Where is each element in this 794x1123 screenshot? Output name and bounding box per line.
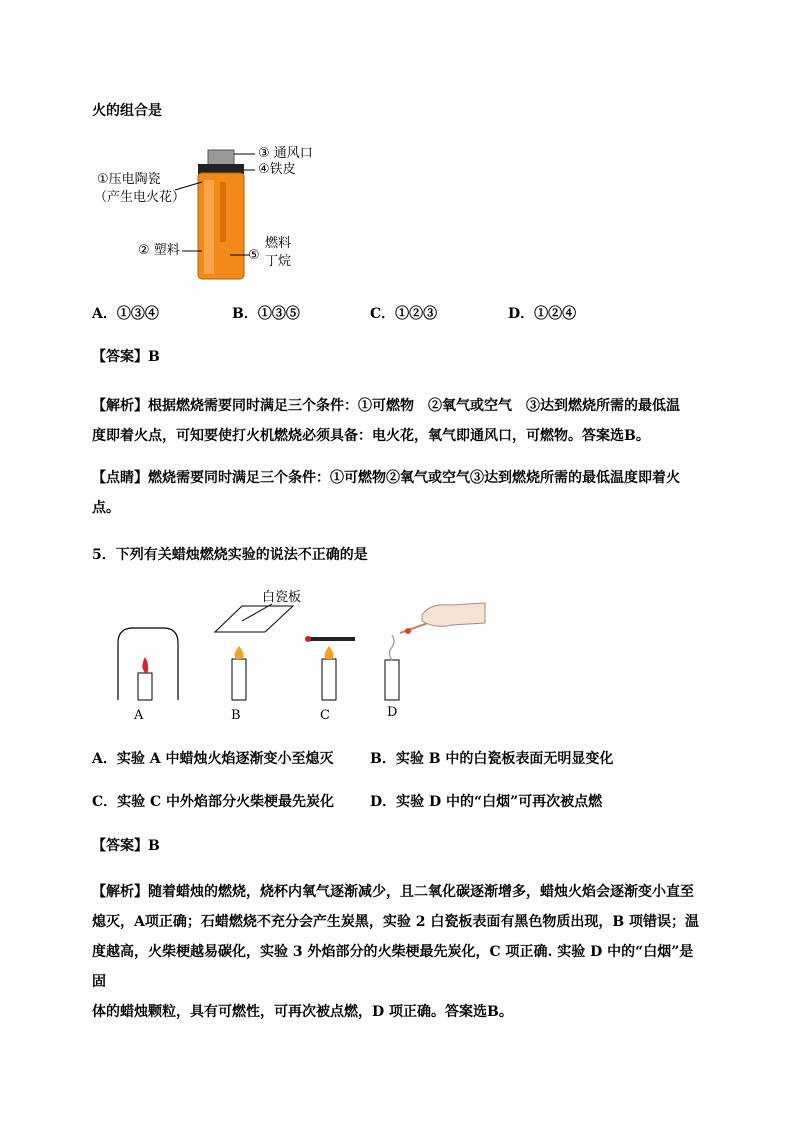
candle-b <box>232 659 246 700</box>
label-fuel-1: 燃料 <box>265 236 292 251</box>
match-d <box>400 623 428 633</box>
candle-d <box>385 660 399 700</box>
q4-option-b: B．①③⑤ <box>232 306 300 322</box>
label-fuel-2: 丁烷 <box>265 254 292 269</box>
q4-key-point: 【点睛】燃烧需要同时满足三个条件：①可燃物②氧气或空气③达到燃烧所需的最低温度即着火 点。 <box>92 470 680 516</box>
label-white-plate: 白瓷板 <box>262 590 302 605</box>
flame-b <box>235 646 244 659</box>
label-exp-b: B <box>231 708 241 723</box>
label-exp-d: D <box>387 705 398 720</box>
white-plate-b <box>215 606 293 632</box>
match-head-c <box>305 636 311 642</box>
label-iron: ④铁皮 <box>258 162 296 177</box>
label-vent: ③ 通风口 <box>258 146 313 161</box>
label-exp-c: C <box>320 708 330 723</box>
candle-experiments-figure <box>100 585 500 725</box>
flame-c <box>325 646 334 659</box>
label-exp-a: A <box>134 708 144 723</box>
flame-a <box>142 657 148 674</box>
label-plastic: ② 塑料 <box>138 243 180 258</box>
q4-analysis: 【解析】根据燃烧需要同时满足三个条件：①可燃物 ②氧气或空气 ③达到燃烧所需的最低温 度即着火点，可知要使打火机燃烧必须具备：电火花，氧气即通风口，可燃物。答案选B。 <box>92 398 680 444</box>
q5-option-d: D．实验 D 中的“白烟”可再次被点燃 <box>370 794 603 810</box>
lighter-highlight <box>204 180 214 274</box>
candle-c <box>322 659 336 700</box>
label-piezo-2: （产生电火花） <box>94 190 186 205</box>
hand-d <box>422 603 485 626</box>
q4-option-a: A．①③④ <box>92 306 159 322</box>
q5-analysis: 【解析】随着蜡烛的燃烧，烧杯内氧气逐渐减少，且二氧化碳逐渐增多，蜡烛火焰会逐渐变小直至 熄灭，A项正确；石蜡燃烧不充分会产生炭黑，实验 2 白瓷板表面有黑色物质出现，B 项错误；温 度越高，火柴梗越易碳化，实验 3 外焰部分的火柴梗最先炭化，C 项正确. 实验 D 中的“白烟”是固 体的蜡烛颗粒，具有可燃性，可再次被点燃，D 项正确。答案选B。 <box>92 884 700 1020</box>
match-flame-d <box>405 628 411 634</box>
q5-stem: 5．下列有关蜡烛燃烧实验的说法不正确的是 <box>92 547 368 563</box>
q5-option-a: A．实验 A 中蜡烛火焰逐渐变小至熄灭 <box>92 751 334 767</box>
lighter-tube <box>220 182 226 242</box>
candle-a <box>138 673 152 700</box>
white-smoke-d <box>390 635 395 660</box>
label-fuel-number: ⑤ <box>248 248 260 263</box>
q4-option-d: D．①②④ <box>508 306 577 322</box>
q5-option-b: B．实验 B 中的白瓷板表面无明显变化 <box>370 751 614 767</box>
q5-option-c: C．实验 C 中外焰部分火柴梗最先炭化 <box>92 794 335 810</box>
q4-stem-tail: 火的组合是 <box>92 103 162 119</box>
q4-answer: 【答案】B <box>92 349 160 365</box>
q4-option-c: C．①②③ <box>370 306 438 322</box>
label-piezo-1: ①压电陶瓷 <box>97 172 161 187</box>
lighter-cap <box>208 150 234 166</box>
q5-answer: 【答案】B <box>92 838 160 854</box>
